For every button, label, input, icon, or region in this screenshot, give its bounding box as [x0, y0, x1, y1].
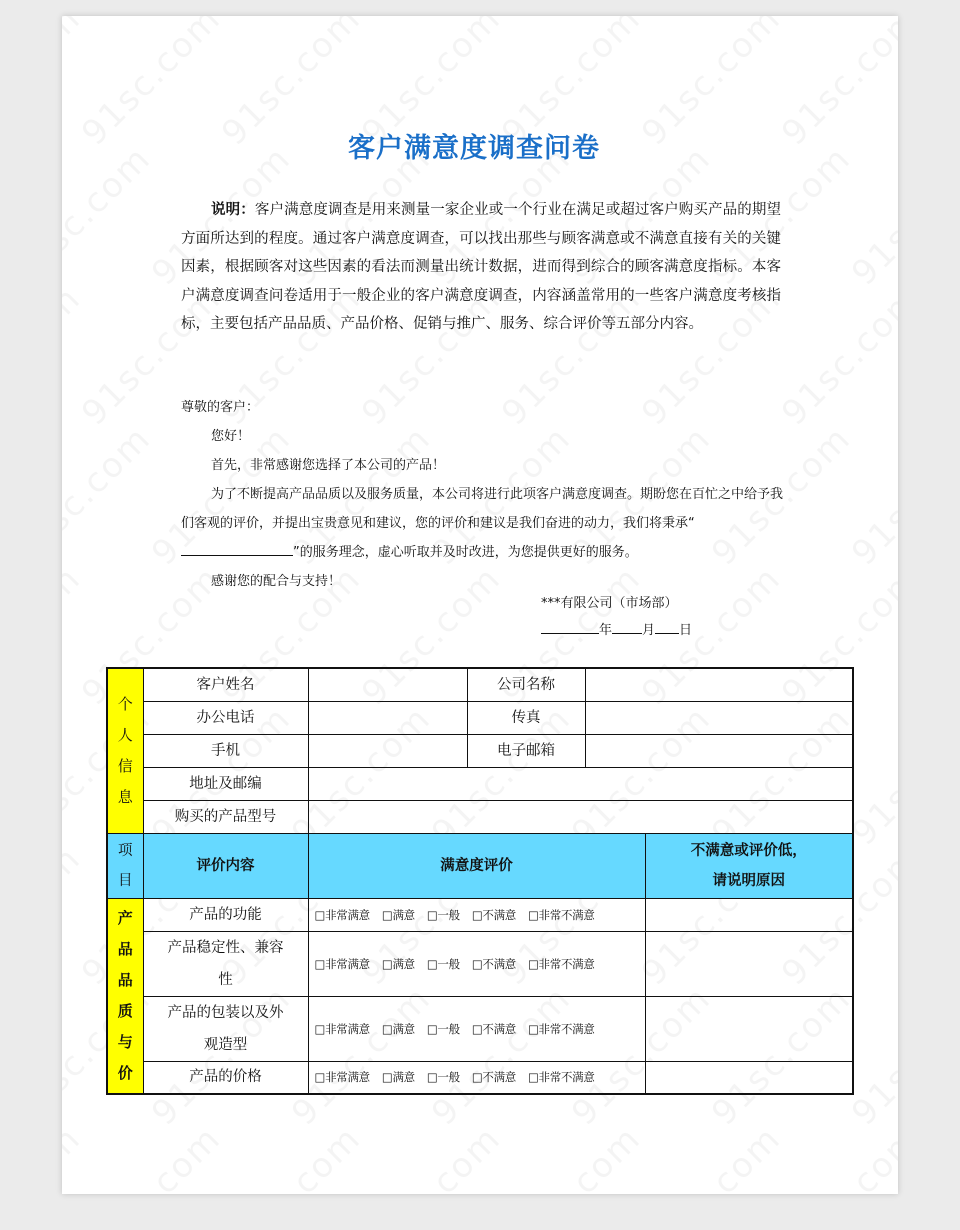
watermark-text: [62, 279, 89, 434]
rating-options[interactable]: [308, 898, 645, 931]
fax-field[interactable]: [585, 701, 853, 734]
option-satisfied[interactable]: □满意: [381, 907, 415, 922]
content-header: 评价内容: [143, 833, 308, 898]
company-name-label: 公司名称: [467, 668, 585, 701]
option-neutral[interactable]: □一般: [426, 907, 460, 922]
fax-label: 传真: [467, 701, 585, 734]
reason-field[interactable]: [645, 996, 853, 1061]
option-very-dissatisfied[interactable]: □非常不满意: [527, 1021, 595, 1036]
mobile-field[interactable]: [308, 734, 467, 767]
letter-paragraph-2-b: ”的服务理念，虚心听取并及时改进，为您提供更好的服务。: [293, 545, 638, 560]
personal-section-label: 个 人 信 息: [107, 668, 143, 833]
option-dissatisfied[interactable]: □不满意: [471, 907, 516, 922]
month-label: 月: [642, 623, 656, 638]
table-row: [107, 996, 853, 1061]
rating-options[interactable]: [308, 1061, 645, 1094]
reason-field[interactable]: [645, 931, 853, 996]
office-phone-label: 办公电话: [143, 701, 308, 734]
intro-section: [181, 196, 781, 339]
watermark-text: [62, 419, 159, 574]
day-label: 日: [679, 623, 693, 638]
watermark-text: [214, 1119, 369, 1194]
option-very-satisfied[interactable]: □非常满意: [314, 1021, 370, 1036]
watermark-text: [62, 1119, 89, 1194]
motto-blank: [181, 541, 293, 556]
letter-thanks: 感谢您的配合与支持！: [211, 574, 342, 589]
option-neutral[interactable]: □一般: [426, 1070, 460, 1085]
watermark-text: [844, 419, 898, 574]
survey-table: [106, 667, 854, 1095]
watermark-text: [74, 1119, 229, 1194]
product-model-label: 购买的产品型号: [143, 800, 308, 833]
rating-header: 满意度评价: [308, 833, 645, 898]
option-neutral[interactable]: □一般: [426, 956, 460, 971]
company-signature: ***有限公司（市场部）: [541, 596, 678, 611]
intro-text: 客户满意度调查是用来测量一家企业或一个行业在满足或超过客户购买产品的期望方面所达到的程度。通过客户满意度调查，可以找出那些与顾客满意或不满意直接有关的关键因素，根据顾客对这些因素的看法而测量出统计数据，进而得到综合的顾客满意度指标。本客户满意度调查问卷适用于一般企业的客户满意度调查，内容涵盖常用的一些客户满意度考核指标，主要包括产品品质、产品价格、促销与推广、服务、综合评价等五部分内容。: [181, 202, 782, 332]
email-label: 电子邮箱: [467, 734, 585, 767]
criterion-label: 产品的包装以及外 观造型: [143, 996, 308, 1061]
year-blank: [541, 619, 599, 634]
customer-name-label: 客户姓名: [143, 668, 308, 701]
reason-header: 不满意或评价低， 请说明原因: [645, 833, 853, 898]
year-label: 年: [599, 623, 613, 638]
date-line: [541, 617, 692, 644]
option-satisfied[interactable]: □满意: [381, 1070, 415, 1085]
watermark-text: [774, 1119, 898, 1194]
email-field[interactable]: [585, 734, 853, 767]
letter-paragraph-2-a: 为了不断提高产品品质以及服务质量，本公司将进行此项客户满意度调查。期盼您在百忙之中给予我们客观的评价，并提出宝贵意见和建议，您的评价和建议是我们奋进的动力，我们将秉承“: [181, 487, 784, 531]
rating-options[interactable]: [308, 996, 645, 1061]
option-very-satisfied[interactable]: □非常满意: [314, 1070, 370, 1085]
signature-block: [541, 590, 692, 644]
option-very-dissatisfied[interactable]: □非常不满意: [527, 956, 595, 971]
option-very-dissatisfied[interactable]: □非常不满意: [527, 1070, 595, 1085]
reason-field[interactable]: [645, 1061, 853, 1094]
table-row: [107, 701, 853, 734]
option-dissatisfied[interactable]: □不满意: [471, 956, 516, 971]
watermark-text: [354, 1119, 509, 1194]
criterion-label: 产品稳定性、兼容 性: [143, 931, 308, 996]
table-header-row: [107, 833, 853, 898]
table-row: [107, 668, 853, 701]
company-name-field[interactable]: [585, 668, 853, 701]
customer-name-field[interactable]: [308, 668, 467, 701]
option-very-satisfied[interactable]: □非常满意: [314, 907, 370, 922]
option-very-dissatisfied[interactable]: □非常不满意: [527, 907, 595, 922]
option-very-satisfied[interactable]: □非常满意: [314, 956, 370, 971]
watermark-text: [62, 839, 89, 994]
letter-paragraph-2: [181, 480, 793, 567]
option-dissatisfied[interactable]: □不满意: [471, 1021, 516, 1036]
table-row: [107, 800, 853, 833]
office-phone-field[interactable]: [308, 701, 467, 734]
criterion-label: 产品的功能: [143, 898, 308, 931]
intro-label: 说明：: [211, 202, 255, 218]
option-dissatisfied[interactable]: □不满意: [471, 1070, 516, 1085]
table-row: [107, 898, 853, 931]
watermark-text: [62, 559, 89, 714]
letter-section: [181, 393, 793, 596]
mobile-label: 手机: [143, 734, 308, 767]
rating-options[interactable]: [308, 931, 645, 996]
letter-paragraph-1: 首先，非常感谢您选择了本公司的产品！: [211, 458, 446, 473]
option-satisfied[interactable]: □满意: [381, 956, 415, 971]
address-field[interactable]: [308, 767, 853, 800]
page-title: 客户满意度调查问卷: [348, 133, 600, 164]
option-neutral[interactable]: □一般: [426, 1021, 460, 1036]
salutation: 尊敬的客户：: [181, 400, 260, 415]
reason-field[interactable]: [645, 898, 853, 931]
watermark-text: [634, 1119, 789, 1194]
day-blank: [655, 619, 679, 634]
address-label: 地址及邮编: [143, 767, 308, 800]
item-header: 项 目: [107, 833, 143, 898]
table-row: [107, 767, 853, 800]
watermark-text: [494, 1119, 649, 1194]
table-row: [107, 734, 853, 767]
product-model-field[interactable]: [308, 800, 853, 833]
quality-section-label: 产 品 品 质 与 价: [107, 898, 143, 1094]
greeting: 您好！: [211, 429, 251, 444]
table-row: [107, 931, 853, 996]
month-blank: [612, 619, 642, 634]
criterion-label: 产品的价格: [143, 1061, 308, 1094]
table-row: [107, 1061, 853, 1094]
option-satisfied[interactable]: □满意: [381, 1021, 415, 1036]
